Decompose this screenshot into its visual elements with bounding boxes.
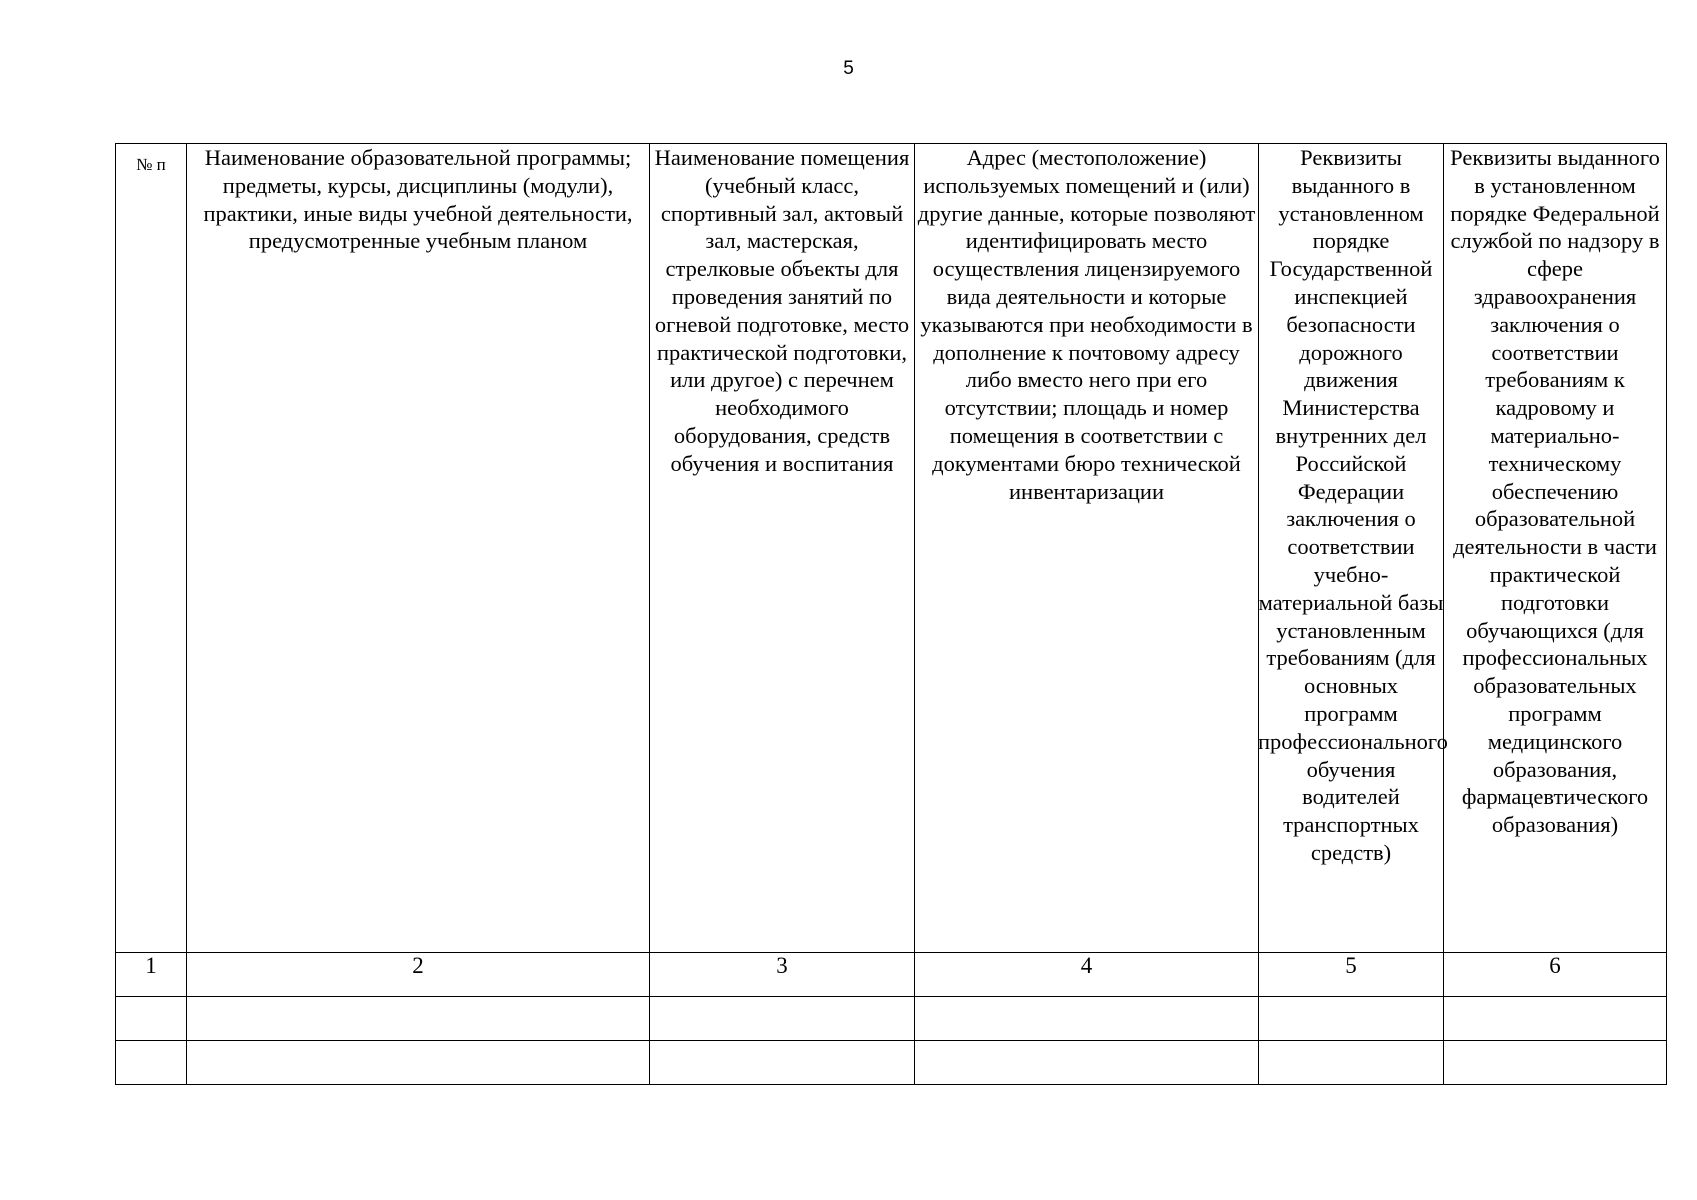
empty-cell bbox=[915, 997, 1259, 1041]
header-label-address: Адрес (местоположение) используемых помещений и (или) другие данные, которые позволяют идентифицировать место осуществления лицензируемого вида деятельности и которые указываются при необходимости в дополнение к почтовому адресу либо вместо него при его отсутствии; площадь и номер помещения в соответствии с документами бюро технической инвентаризации bbox=[917, 145, 1256, 504]
table-row bbox=[116, 1041, 1667, 1085]
empty-cell bbox=[650, 1041, 915, 1085]
header-cell-program bbox=[187, 144, 650, 953]
column-number-cell: 4 bbox=[915, 953, 1259, 997]
empty-cell bbox=[650, 997, 915, 1041]
header-label-gibdd: Реквизиты выданного в установленном порядке Государственной инспекцией безопасности дорожного движения Министерства внутренних дел Российской Федерации заключения о соответствии учебно-материальной базы установленным требованиям (для основных программ профессионального обучения водителей транспортных средств) bbox=[1258, 145, 1448, 865]
header-label-number: № п bbox=[136, 155, 166, 174]
empty-cell bbox=[187, 997, 650, 1041]
table-header-row bbox=[116, 144, 1667, 953]
column-number-cell: 3 bbox=[650, 953, 915, 997]
empty-cell bbox=[187, 1041, 650, 1085]
empty-cell bbox=[1444, 997, 1667, 1041]
header-cell-premises bbox=[650, 144, 915, 953]
header-cell-roszdravnadzor bbox=[1444, 144, 1667, 953]
header-cell-number bbox=[116, 144, 187, 953]
header-cell-address bbox=[915, 144, 1259, 953]
column-number-cell: 6 bbox=[1444, 953, 1667, 997]
header-cell-gibdd bbox=[1258, 144, 1448, 953]
column-number-row bbox=[116, 953, 1667, 997]
column-number-cell: 1 bbox=[116, 953, 187, 997]
header-label-roszdravnadzor: Реквизиты выданного в установленном порядке Федеральной службой по надзору в сфере здравоохранения заключения о соответствии требованиям к кадровому и материально-техническому обеспечению образовательной деятельности в части практической подготовки обучающихся (для профессиональных образовательных программ медицинского образования, фармацевтического образования) bbox=[1450, 145, 1660, 838]
header-label-premises: Наименование помещения (учебный класс, спортивный зал, актовый зал, мастерская, стрелковые объекты для проведения занятий по огневой подготовке, место практической подготовки, или другое) с перечнем необходимого оборудования, средств обучения и воспитания bbox=[654, 145, 910, 476]
column-number-cell: 5 bbox=[1259, 953, 1444, 997]
empty-cell bbox=[116, 1041, 187, 1085]
empty-cell bbox=[116, 997, 187, 1041]
empty-cell bbox=[1444, 1041, 1667, 1085]
empty-cell bbox=[1259, 997, 1444, 1041]
empty-cell bbox=[1259, 1041, 1444, 1085]
premises-table bbox=[115, 143, 1667, 1085]
table-row bbox=[116, 997, 1667, 1041]
header-label-program: Наименование образовательной программы; предметы, курсы, дисциплины (модули), практики, иные виды учебной деятельности, предусмотренные учебным планом bbox=[203, 145, 633, 254]
page-number: 5 bbox=[843, 58, 854, 79]
column-number-cell: 2 bbox=[187, 953, 650, 997]
empty-cell bbox=[915, 1041, 1259, 1085]
